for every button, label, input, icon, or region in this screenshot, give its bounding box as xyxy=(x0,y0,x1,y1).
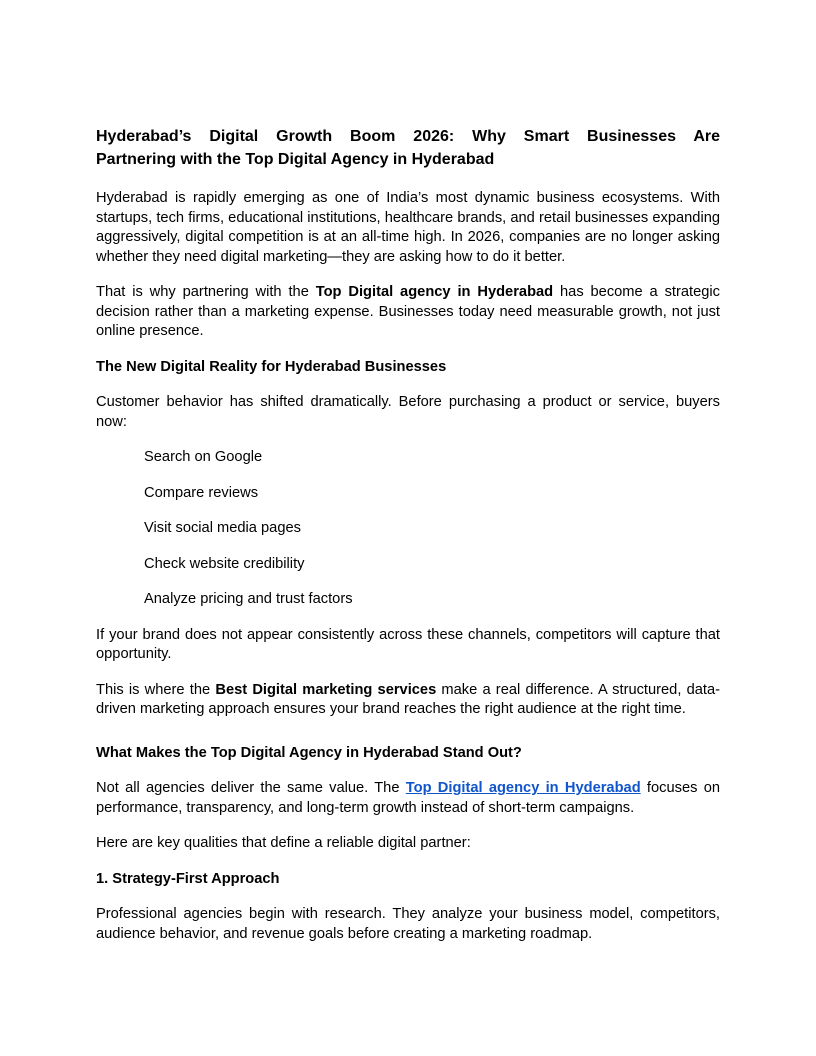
customer-behavior-paragraph: Customer behavior has shifted dramatically. Before purchasing a product or service, buyers now: xyxy=(96,394,720,430)
section-heading-stand-out: What Makes the Top Digital Agency in Hyderabad Stand Out? xyxy=(96,744,522,761)
partnering-text-after: has become a strategic decision rather than a marketing expense. Businesses today need measurable growth, not just online presence. xyxy=(96,284,720,339)
document-page xyxy=(96,125,720,960)
agency-text-before: Not all agencies deliver the same value. The xyxy=(96,780,406,796)
list-item: Check website credibility xyxy=(144,555,305,572)
intro-paragraph: Hyderabad is rapidly emerging as one of India’s most dynamic business ecosystems. With startups, tech firms, educational institutions, healthcare brands, and retail businesses expanding aggressively, digital competition is at an all-time high. In 2026, companies are no longer asking whether they need digital marketing—they are asking how to do it better. xyxy=(96,190,720,265)
list-item: Visit social media pages xyxy=(144,520,301,536)
section-heading-digital-reality: The New Digital Reality for Hyderabad Businesses xyxy=(96,358,447,375)
strategy-paragraph: Professional agencies begin with research. They analyze your business model, competitors, audience behavior, and revenue goals before creating a marketing roadmap. xyxy=(96,906,720,942)
services-text-before: This is where the xyxy=(96,681,216,698)
title-line-2: Partnering with the Top Digital Agency in Hyderabad xyxy=(96,151,495,168)
services-paragraph xyxy=(96,681,720,720)
partnering-text-before: That is why partnering with the xyxy=(96,284,316,300)
agency-value-paragraph xyxy=(96,779,720,818)
services-text-after: make a real difference. A structured, data-driven marketing approach ensures your brand reaches the right audience at the right time. xyxy=(96,681,721,717)
title-line-1: Hyderabad’s Digital Growth Boom 2026: Why Smart Businesses Are xyxy=(96,128,720,145)
agency-text-after: focuses on performance, transparency, and long-term growth instead of short-term campaigns. xyxy=(96,780,720,816)
list-item: Search on Google xyxy=(144,449,263,465)
document-title xyxy=(96,125,720,171)
partnering-paragraph xyxy=(96,283,720,342)
subheading-strategy-first: 1. Strategy-First Approach xyxy=(96,870,280,887)
top-digital-agency-link[interactable]: Top Digital agency in Hyderabad xyxy=(405,780,641,796)
list-item: Analyze pricing and trust factors xyxy=(144,591,353,607)
partnering-bold-phrase: Top Digital agency in Hyderabad xyxy=(315,284,554,300)
list-item: Compare reviews xyxy=(144,484,259,501)
key-qualities-paragraph: Here are key qualities that define a reliable digital partner: xyxy=(96,835,471,851)
services-bold-phrase: Best Digital marketing services xyxy=(215,681,437,698)
competitors-paragraph: If your brand does not appear consistently across these channels, competitors will capture that opportunity. xyxy=(96,626,720,662)
